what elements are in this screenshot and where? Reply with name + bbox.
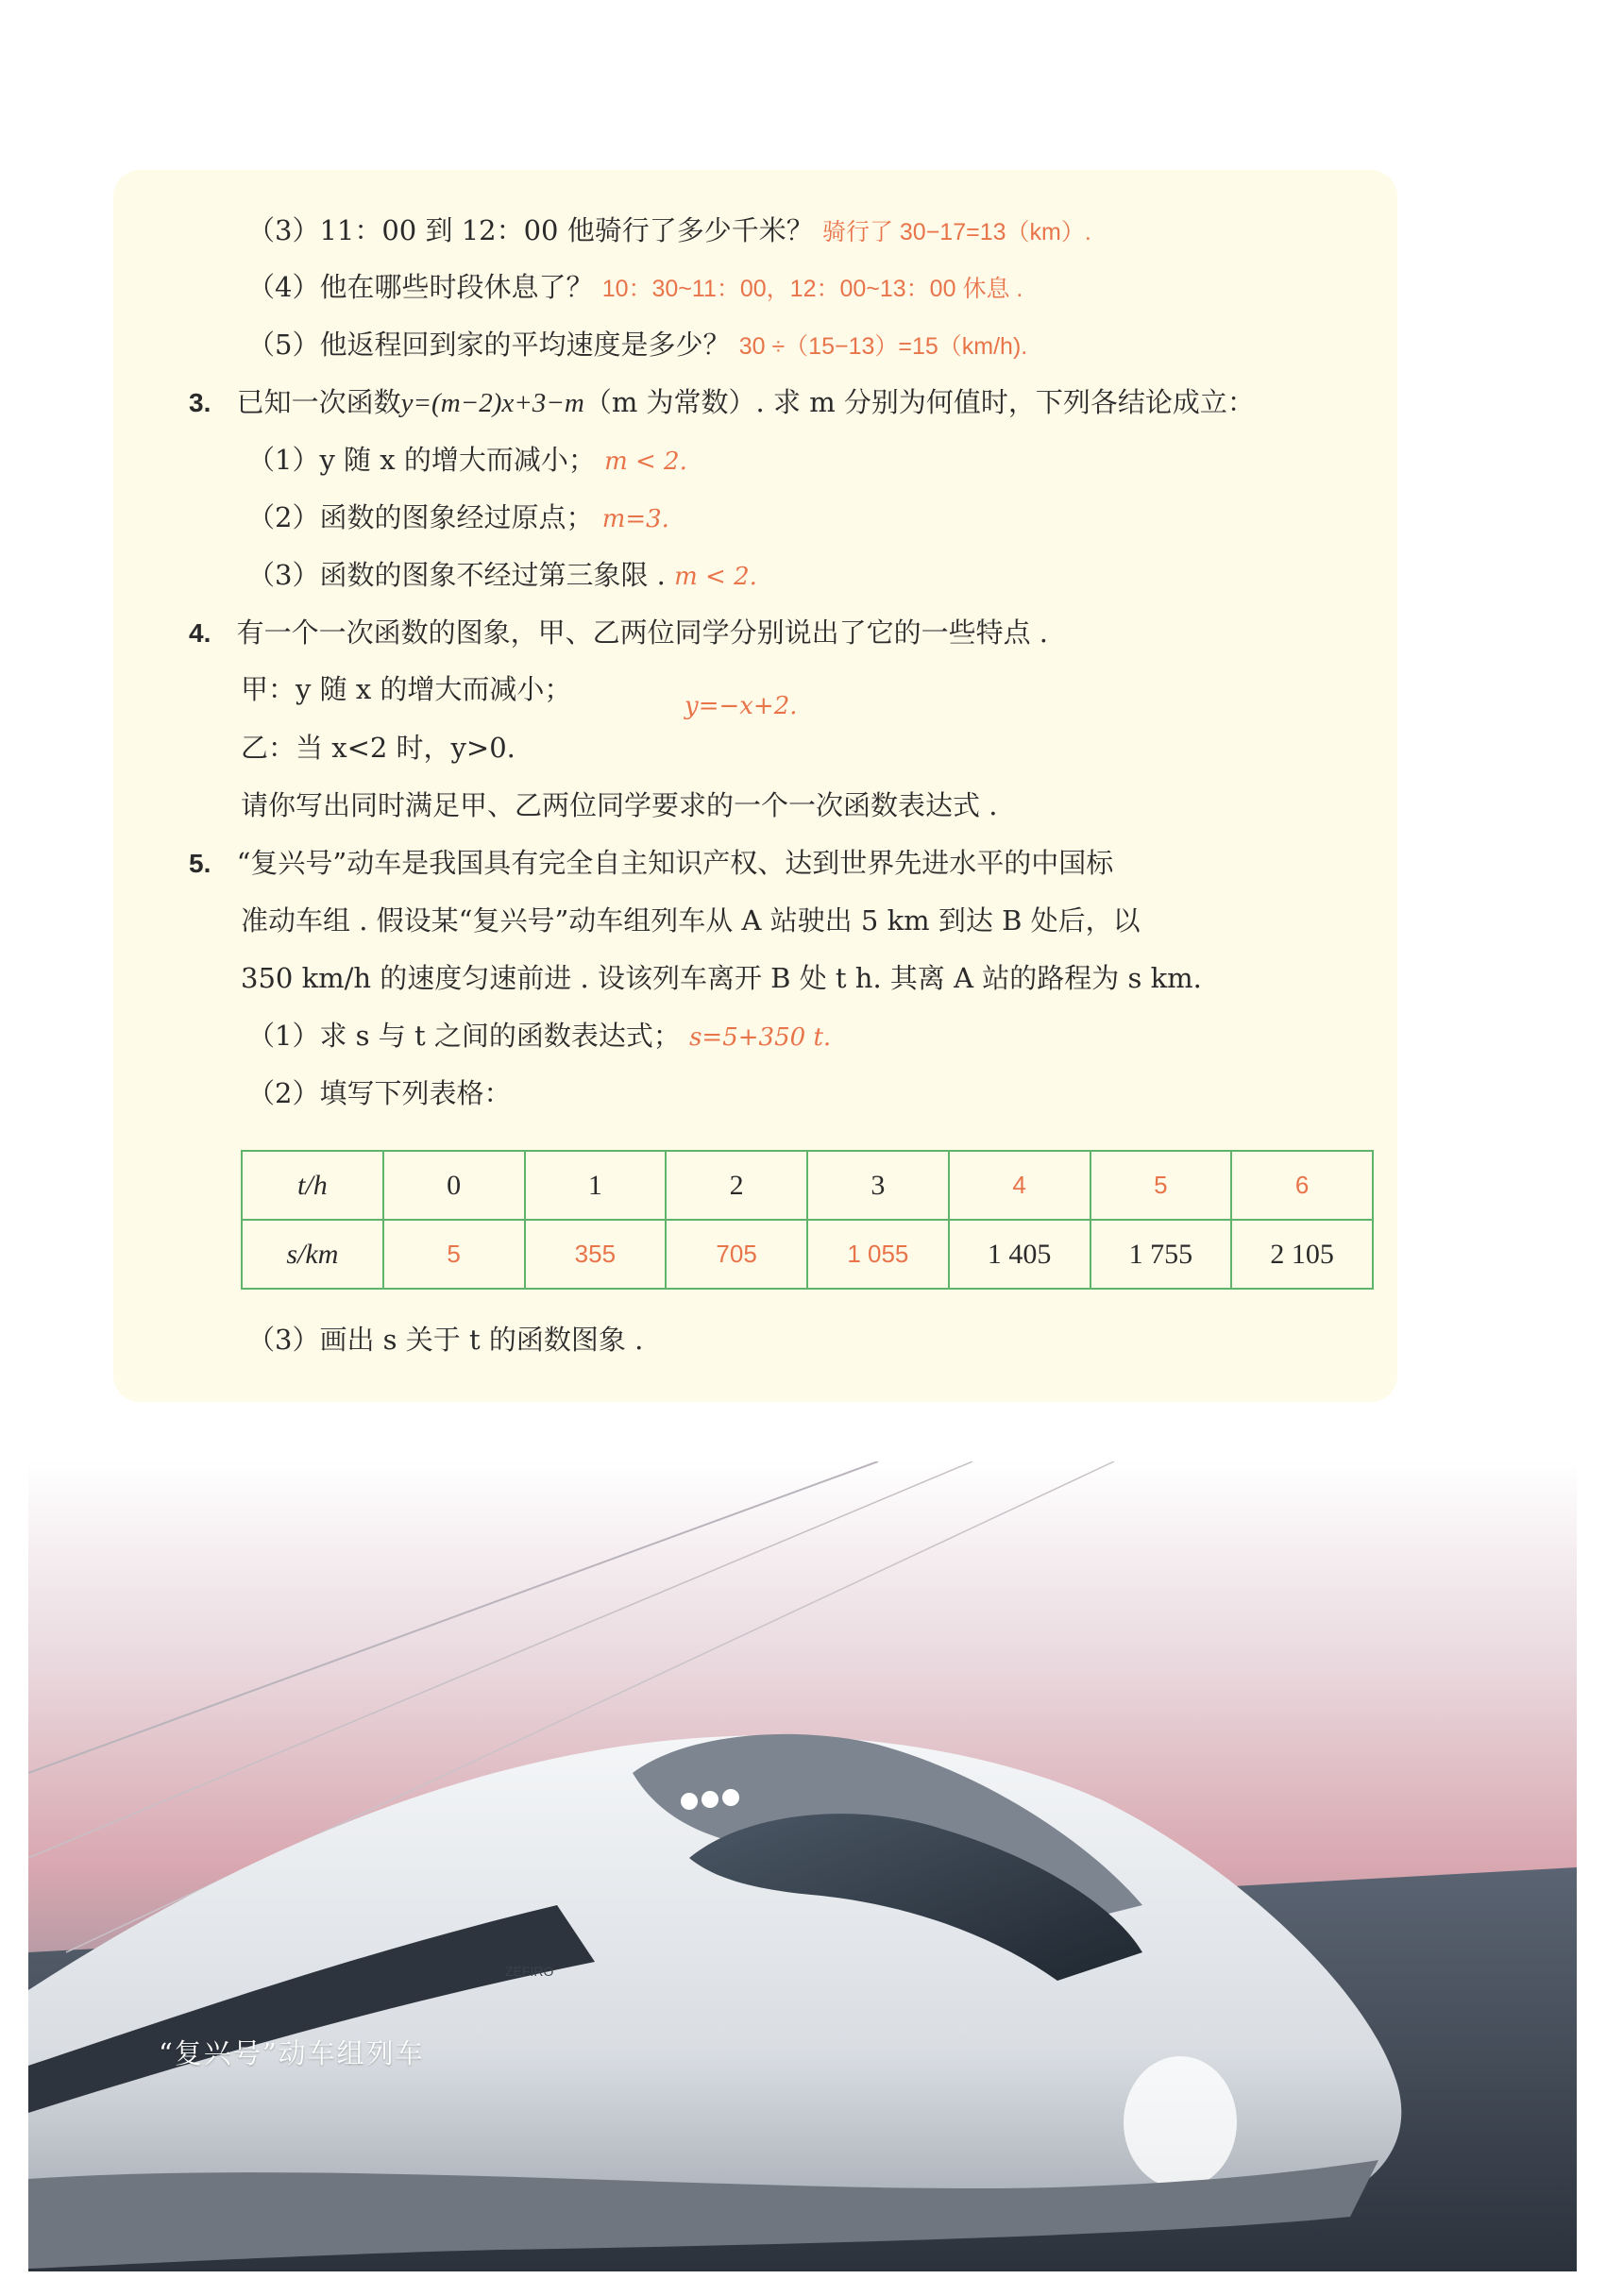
q5-text-line: 准动车组 . 假设某“复兴号”动车组列车从 A 站驶出 5 km 到达 B 处后，以 [241, 904, 1141, 937]
q4-ask: 请你写出同时满足甲、乙两位同学要求的一个一次函数表达式 . [241, 789, 998, 821]
connector: 到 [416, 214, 462, 246]
answer: s=5+350 t. [689, 1023, 832, 1052]
table-row [242, 1220, 1373, 1289]
table-cell-answer: 4 [949, 1151, 1090, 1220]
sub-label: （3） [247, 214, 320, 246]
q2-sub3 [247, 214, 1091, 246]
train-photo [28, 1461, 1577, 2271]
table-row [242, 1151, 1373, 1220]
train-logo-text: ZEFIRO [505, 1964, 554, 1979]
question-text: “复兴号”动车是我国具有完全自主知识产权、达到世界先进水平的中国标 [236, 847, 1114, 879]
table-cell-answer: 1 055 [807, 1220, 949, 1289]
q5-sub2 [247, 1077, 512, 1109]
q3-sub1 [247, 444, 687, 476]
answer: 10：30~11：00，12：00~13：00 休息 . [601, 276, 1023, 302]
question-text: 他骑行了多少千米？ [558, 214, 814, 246]
sub-label: （2） [247, 501, 320, 533]
answer: m=3. [601, 505, 669, 533]
table-header: t/h [242, 1151, 383, 1220]
question-text: 求 s 与 t 之间的函数表达式； [319, 1020, 681, 1052]
sub-label: （5） [247, 329, 320, 361]
table-cell: 2 [666, 1151, 807, 1220]
q5-stem [189, 847, 1114, 879]
question-text: （m 为常数）. 求 m 分别为何值时，下列各结论成立： [583, 386, 1255, 418]
q4-condition-jia: 甲：y 随 x 的增大而减小； [241, 673, 572, 705]
table-cell: 3 [807, 1151, 949, 1220]
train-illustration [28, 1461, 1577, 2271]
table-header: s/km [242, 1220, 383, 1289]
time: 12：00 [461, 214, 559, 246]
answer: m < 2. [604, 447, 687, 476]
q3-stem [189, 386, 1255, 418]
question-text: 填写下列表格： [319, 1077, 512, 1109]
table-cell: 0 [383, 1151, 525, 1220]
question-text: 有一个一次函数的图象，甲、乙两位同学分别说出了它的一些特点 . [236, 616, 1049, 649]
table-cell-answer: 355 [525, 1220, 667, 1289]
question-number: 3. [189, 388, 211, 417]
sub-label: （2） [247, 1077, 320, 1109]
q2-sub4 [247, 271, 1023, 303]
table-cell: 1 755 [1090, 1220, 1232, 1289]
question-text: 他在哪些时段休息了？ [319, 271, 594, 303]
question-number: 4. [189, 618, 211, 648]
q5-sub1 [247, 1022, 831, 1050]
answer: m < 2. [674, 563, 757, 591]
q4-stem [189, 616, 1049, 649]
q4-condition-yi: 乙：当 x<2 时，y>0. [241, 732, 516, 764]
value-table [241, 1150, 1374, 1290]
question-text: 已知一次函数 [236, 386, 401, 418]
table-cell-answer: 705 [666, 1220, 807, 1289]
sub-label: （1） [247, 444, 320, 476]
photo-caption: “复兴号”动车组列车 [159, 2037, 425, 2069]
time: 11：00 [319, 214, 417, 246]
q2-sub5 [247, 331, 1027, 359]
question-text: 画出 s 关于 t 的函数图象 . [319, 1324, 644, 1356]
q3-sub3 [247, 559, 757, 591]
sub-label: （4） [247, 271, 320, 303]
question-number: 5. [189, 849, 211, 878]
answer: 30 ÷（15−13）=15（km/h). [738, 333, 1028, 360]
q4-answer: y=−x+2. [685, 692, 798, 720]
question-text: 函数的图象不经过第三象限 . [319, 559, 666, 591]
table-cell: 1 405 [949, 1220, 1090, 1289]
question-text: 函数的图象经过原点； [319, 501, 594, 533]
q5-text-line: 350 km/h 的速度匀速前进 . 设该列车离开 B 处 t h. 其离 A 站的路程为 s km. [241, 962, 1202, 994]
formula: y=(m−2)x+3−m [400, 388, 584, 418]
table-cell: 1 [525, 1151, 667, 1220]
sub-label: （3） [247, 559, 320, 591]
table-cell-answer: 6 [1231, 1151, 1373, 1220]
question-text: 他返程回到家的平均速度是多少？ [319, 329, 731, 361]
q5-sub3 [247, 1326, 643, 1354]
sub-label: （3） [247, 1324, 320, 1356]
sub-label: （1） [247, 1020, 320, 1052]
question-text: y 随 x 的增大而减小； [319, 444, 596, 476]
table-cell-answer: 5 [1090, 1151, 1232, 1220]
table-cell-answer: 5 [383, 1220, 525, 1289]
answer: 骑行了 30−17=13（km）. [821, 219, 1091, 245]
table-cell: 2 105 [1231, 1220, 1373, 1289]
q3-sub2 [247, 501, 669, 533]
